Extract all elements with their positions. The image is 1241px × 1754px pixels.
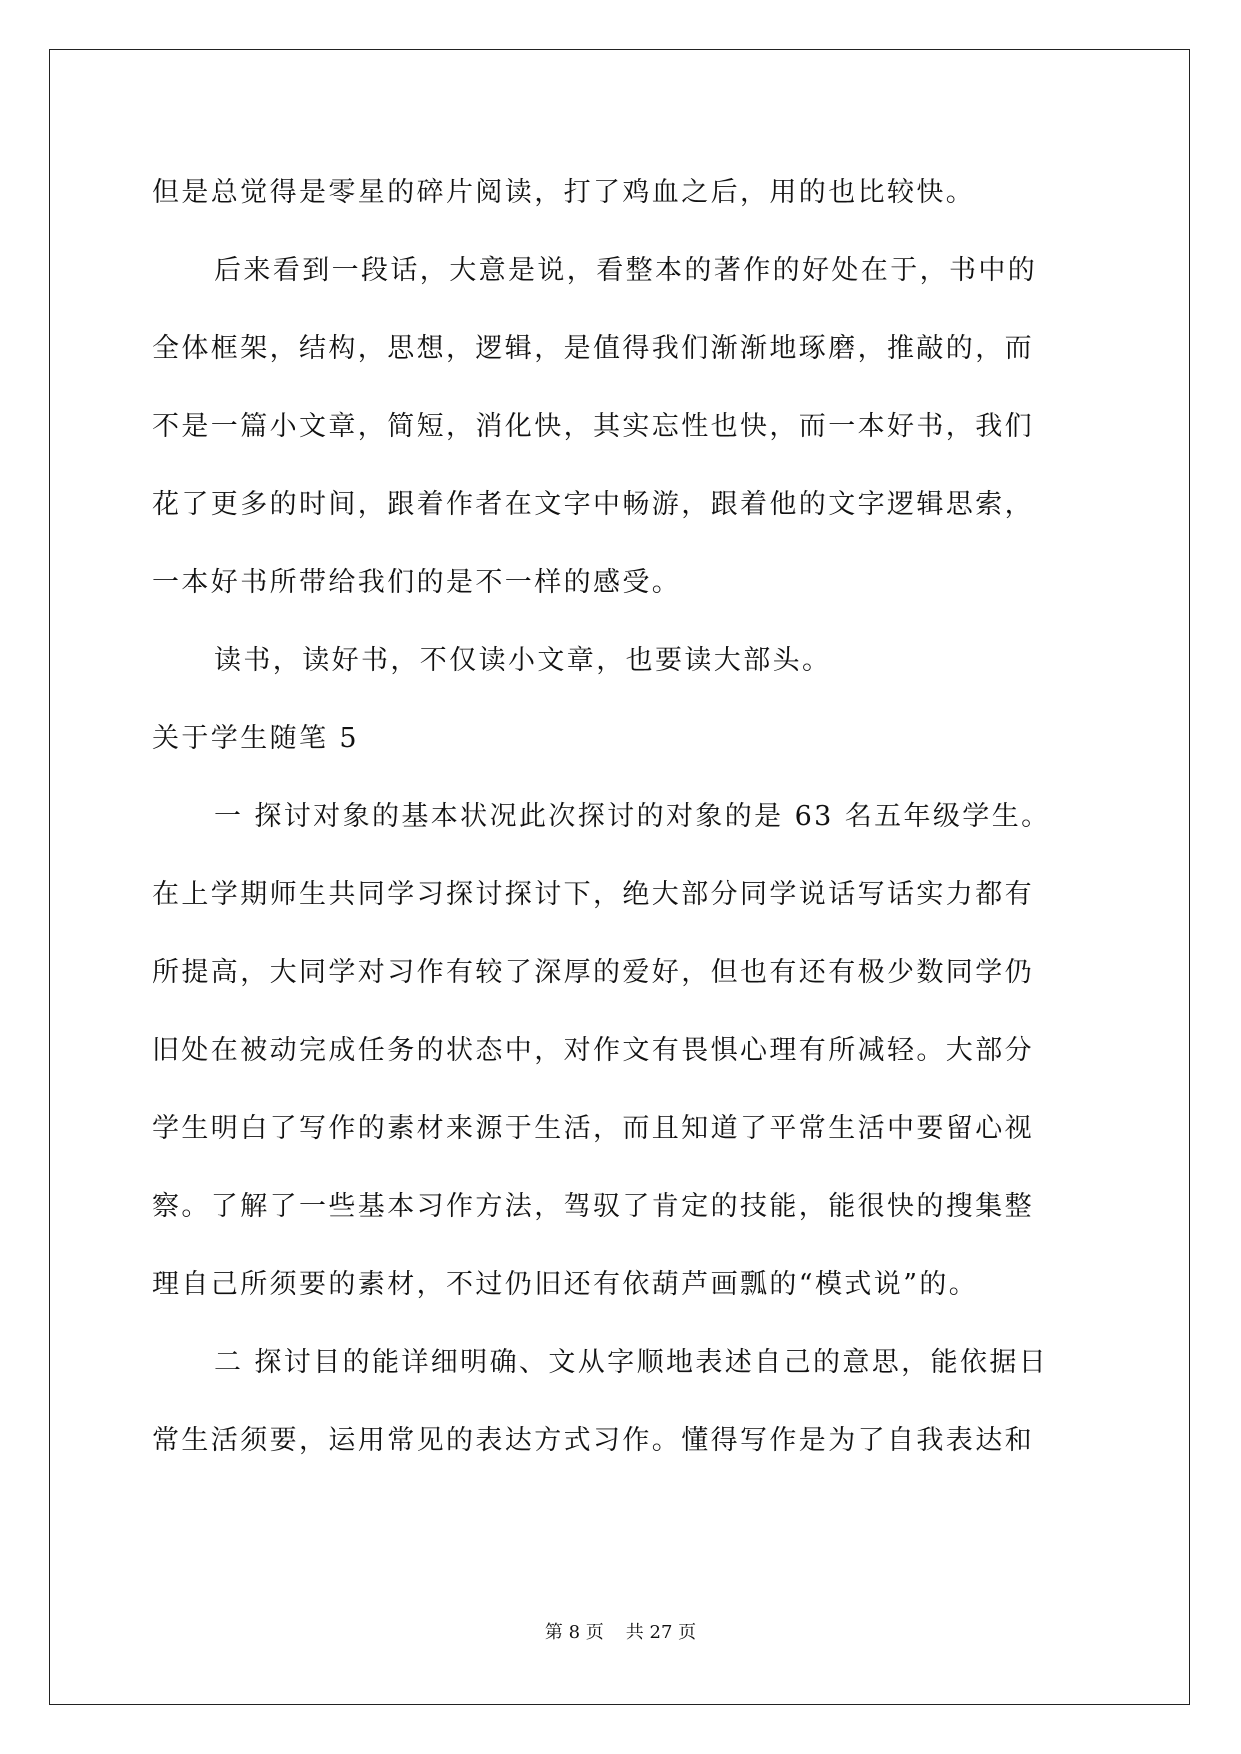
- text-line: 在上学期师生共同学习探讨探讨下，绝大部分同学说话写话实力都有: [152, 879, 1034, 910]
- text-line: 学生明白了写作的素材来源于生活，而且知道了平常生活中要留心视: [152, 1113, 1034, 1144]
- section-heading: 关于学生随笔 5: [152, 723, 359, 754]
- text-line: 所提高，大同学对习作有较了深厚的爱好，但也有还有极少数同学仍: [152, 957, 1034, 988]
- text-line: 全体框架，结构，思想，逻辑，是值得我们渐渐地琢磨，推敲的，而: [152, 333, 1034, 364]
- page-total: 共 27 页: [625, 1622, 697, 1643]
- page-number: 第 8 页: [544, 1622, 604, 1643]
- text-line: 后来看到一段话，大意是说，看整本的著作的好处在于，书中的: [214, 255, 1038, 286]
- text-line: 一 探讨对象的基本状况此次探讨的对象的是 63 名五年级学生。: [214, 801, 1051, 832]
- text-line: 一本好书所带给我们的是不一样的感受。: [152, 567, 682, 598]
- text-line: 旧处在被动完成任务的状态中，对作文有畏惧心理有所减轻。大部分: [152, 1035, 1034, 1066]
- text-line: 察。了解了一些基本习作方法，驾驭了肯定的技能，能很快的搜集整: [152, 1191, 1034, 1222]
- text-line: 读书，读好书，不仅读小文章，也要读大部头。: [214, 645, 832, 676]
- document-body: [152, 154, 1092, 1480]
- text-line: 理自己所须要的素材，不过仍旧还有依葫芦画瓢的“模式说”的。: [152, 1269, 979, 1300]
- text-line: 花了更多的时间，跟着作者在文字中畅游，跟着他的文字逻辑思索，: [152, 489, 1034, 520]
- text-line: 常生活须要，运用常见的表达方式习作。懂得写作是为了自我表达和: [152, 1425, 1034, 1456]
- text-line: 但是总觉得是零星的碎片阅读，打了鸡血之后，用的也比较快。: [152, 177, 976, 208]
- text-line: 不是一篇小文章，简短，消化快，其实忘性也快，而一本好书，我们: [152, 411, 1034, 442]
- text-line: 二 探讨目的能详细明确、文从字顺地表述自己的意思，能依据日: [214, 1347, 1049, 1378]
- page-footer: [0, 1618, 1241, 1644]
